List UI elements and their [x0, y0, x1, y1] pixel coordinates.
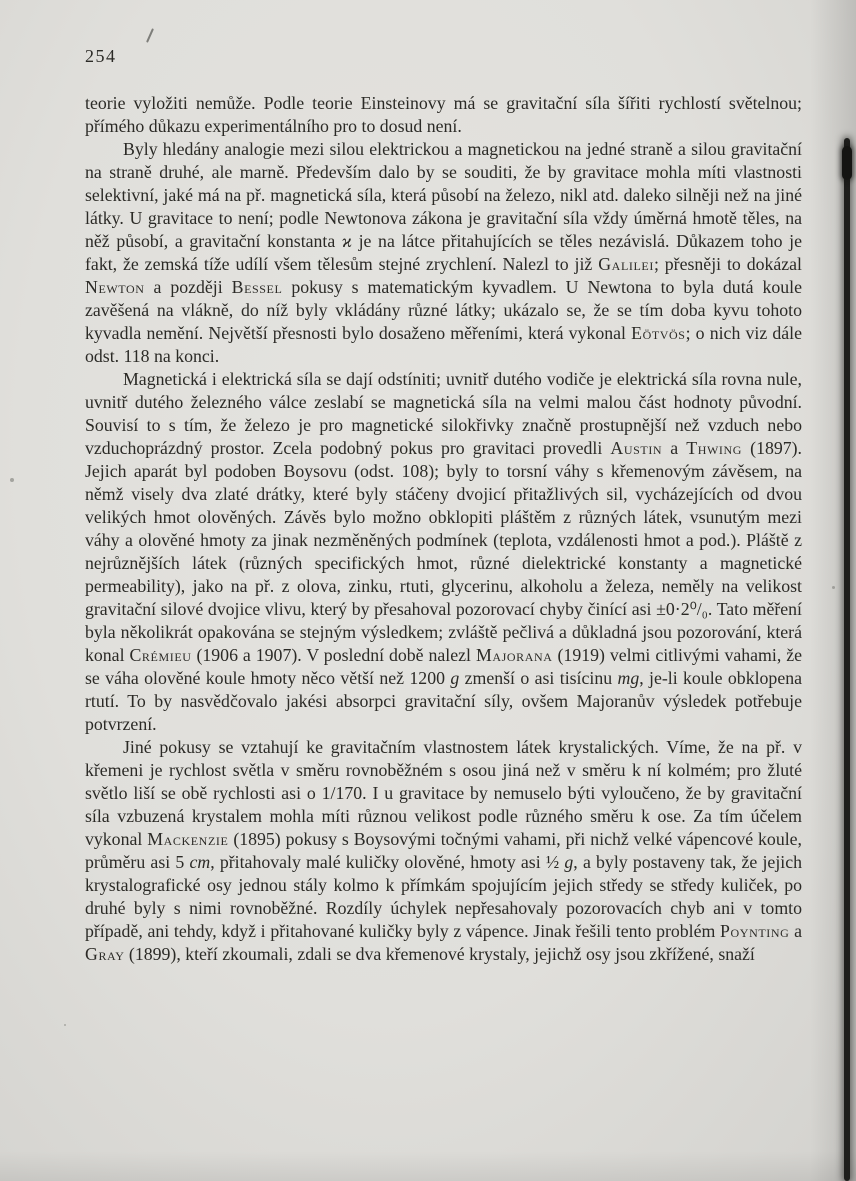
- text-run: Eötvös: [631, 323, 686, 343]
- text-run: zmenší o asi tisícinu: [459, 668, 618, 688]
- text-run: (1899), kteří zkoumali, zdali se dva křemenové krystaly, jejichž osy jsou zkřížené, snaží: [124, 944, 755, 964]
- paragraph: [85, 736, 802, 966]
- text-run: ; přesněji to dokázal: [653, 254, 802, 274]
- scan-bottom-shade: [0, 1151, 856, 1181]
- text-run: Galilei: [598, 254, 654, 274]
- text-run: mg: [617, 668, 640, 688]
- scan-speck: [10, 478, 14, 482]
- text-run: (1897). Jejich aparát byl podoben Boysovu (odst. 108); byly to torsní váhy s křemenovým závěsem, na němž visely dva zlaté drátky, které byly stáčeny dvojicí přitažlivých sil, vycházejících od dvou velikých hmot olověných. Závěs bylo možno obklopiti pláštěm z různých látek, vsunutým mezi váhy a olověné hmoty za jinak nezměněných podmínek (teplota, vzdálenosti hmot a pod.). Pláště z nejrůznějších látek (různých specifických hmot, různé dielektrické konstanty a magnetické permeability), jako na př. z olova, zinku, rtuti, glycerinu, alkoholu a železa, neměly na velikost gravitační silové dvojice vlivu, který by přesahoval pozorovací chyby činící asi ±0·2⁰/₀. Tato měření byla několikrát opakována se stejným výsledkem; zvláště pečlivá a důkladná jsou pozorování, která konal: [85, 438, 803, 665]
- text-run: Thwing: [686, 438, 743, 458]
- text-run: je na látce přitahujících se těles nezávislá. Důkazem toho je fakt, že zemská tíže udílí všem tělesům stejné zrychlení. Nalezl to již: [85, 231, 802, 274]
- text-run: , je-li koule obklopena rtutí. To by nasvědčovalo jakési absorpci gravitační síly, ovšem Majoranův výsledek potřebuje potvrzení.: [85, 668, 802, 734]
- text-run: Majorana: [475, 645, 553, 665]
- text-run: g: [450, 668, 460, 688]
- text-run: , přitahovaly malé kuličky olověné, hmoty asi ½: [210, 852, 565, 872]
- paragraph: [85, 368, 802, 736]
- binding-shadow-blob: [842, 146, 852, 180]
- text-run: g: [564, 852, 574, 872]
- text-run: ; o nich viz dále odst. 118 na konci.: [85, 323, 802, 366]
- scan-speck: [146, 28, 154, 43]
- scan-speck: [64, 1024, 66, 1026]
- binding-shadow: [844, 138, 850, 1181]
- text-run: Newton: [85, 277, 145, 297]
- scan-speck: [832, 586, 835, 589]
- text-run: Poynting: [720, 921, 790, 941]
- text-run: Byly hledány analogie mezi silou elektrickou a magnetickou na jedné straně a silou gravitační na straně druhé, ale marně. Především dalo by se souditi, že by gravitace mohla míti vlastnosti selektivní, jaké má na př. magnetická síla, která působí na železo, nikl atd. daleko silněji než na jiné látky. U gravitace to není; podle Newtonova zákona je gravitační síla vždy úměrná hmotě těles, na něž působí, a gravitační konstanta: [85, 139, 802, 251]
- page-number: 254: [85, 46, 117, 66]
- text-run: (1919) velmi citlivými vahami, že se váha olověné koule hmoty něco větší než 1200: [85, 645, 802, 688]
- paragraph: [85, 92, 802, 138]
- text-run: Austin: [610, 438, 663, 458]
- text-block: [85, 92, 802, 966]
- text-run: a: [662, 438, 687, 458]
- text-run: a: [789, 921, 803, 941]
- text-run: (1895) pokusy s Boysovými točnými vahami, při nichž velké vápencové koule, průměru asi 5: [85, 829, 802, 872]
- text-run: Bessel: [231, 277, 283, 297]
- text-run: pokusy s matematickým kyvadlem. U Newtona to byla dutá koule zavěšená na vlákně, do níž byly vkládány různé látky; ukázalo se, že se tím doba kyvu tohoto kyvadla nemění. Největší přesnosti bylo dosaženo měřeními, která vykonal: [85, 277, 802, 343]
- text-run: a později: [144, 277, 232, 297]
- text-run: Magnetická i elektrická síla se dají odstíniti; uvnitř dutého vodiče je elektrická síla rovna nule, uvnitř dutého železného válce zeslabí se magnetická síla na velmi malou část hodnoty původní. Souvisí to s tím, že železo je pro magnetické silokřivky značně prostupnější než vzduch nebo vzduchoprázdný prostor. Zcela podobný pokus pro gravitaci provedli: [85, 369, 802, 458]
- text-run: Mackenzie: [147, 829, 229, 849]
- paragraph: [85, 138, 802, 368]
- text-run: teorie vyložiti nemůže. Podle teorie Einsteinovy má se gravitační síla šířiti rychlostí světelnou; přímého důkazu experimentálního pro to dosud není.: [85, 93, 802, 136]
- text-run: , a byly postaveny tak, že jejich krystalografické osy jednou stály kolmo k přímkám spojujícím jejich středy se středy kuliček, po druhé byly s nimi rovnoběžné. Rozdíly úchylek nepřesahovaly pozorovacích chyb ani v tomto případě, ani tehdy, když i přitahované kuličky byly z vápence. Jinak řešili tento problém: [85, 852, 802, 941]
- text-run: ϰ: [341, 231, 352, 251]
- text-run: Gray: [85, 944, 125, 964]
- text-run: cm: [189, 852, 211, 872]
- text-run: (1906 a 1907). V poslední době nalezl: [191, 645, 476, 665]
- text-run: Jiné pokusy se vztahují ke gravitačním vlastnostem látek krystalických. Víme, že na př. v křemeni je rychlost světla v směru rovnoběžném s osou jiná než v směru k ní kolmém; pro žluté světlo liší se obě rychlosti asi o 1/170. I u gravitace by nemuselo býti vyloučeno, že by gravitační síla vzbuzená krystalem mohla míti různou velikost podle různého směru k ose. Za tím účelem vykonal: [85, 737, 802, 849]
- text-run: Crémieu: [129, 645, 192, 665]
